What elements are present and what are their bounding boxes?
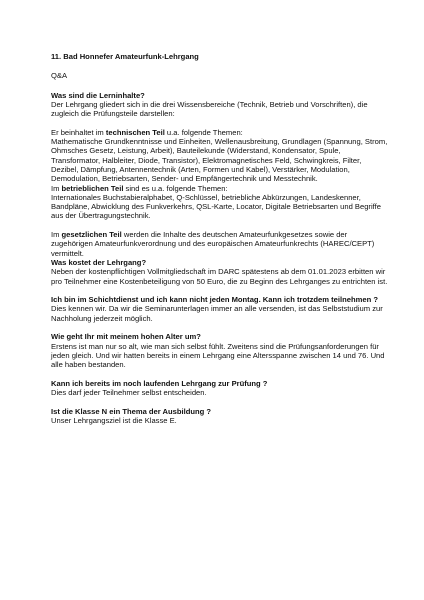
answer-text: Dies kennen wir. Da wir die Seminarunterlagen immer an alle versenden, ist das Selbststudium zur Nachholung jederzeit möglich. bbox=[51, 304, 383, 323]
question-heading: Was sind die Lerninhalte? bbox=[51, 90, 145, 100]
document-title: 11. Bad Honnefer Amateurfunk-Lehrgang bbox=[51, 52, 199, 61]
document-subtitle: Q&A bbox=[51, 71, 68, 81]
section-betrieb bbox=[51, 184, 390, 221]
technik-intro bbox=[51, 128, 390, 137]
betrieb-intro-pre: Im bbox=[51, 183, 62, 193]
betrieb-intro bbox=[51, 184, 390, 193]
gesetz-paragraph bbox=[51, 230, 390, 258]
gesetz-text: werden die Inhalte des deutschen Amateurfunkgesetzes sowie der zugehörigen Amateurfunkverordnung und des europäischen Amateurfunkrechts (HAREC/CEPT) vermittelt. bbox=[51, 230, 375, 258]
question-heading: Ich bin im Schichtdienst und ich kann nicht jeden Montag. Kann ich trotzdem teilnehmen ? bbox=[51, 295, 378, 305]
faq-pruefung bbox=[51, 379, 390, 398]
section-lerninhalte bbox=[51, 91, 390, 119]
technik-intro-pre: Er beinhaltet im bbox=[51, 127, 106, 137]
gesetz-intro-bold: gesetzlichen Teil bbox=[61, 230, 122, 240]
question-heading: Kann ich bereits im noch laufenden Lehrgang zur Prüfung ? bbox=[51, 378, 268, 388]
question-heading: Was kostet der Lehrgang? bbox=[51, 257, 147, 267]
answer-text: Neben der kostenpflichtigen Vollmitgliedschaft im DARC spätestens ab dem 01.01.2023 erbitten wir pro Teilnehmer eine Kostenbeteiligung von 50 Euro, die zu Beginn des Lehrganges zu entrichten ist. bbox=[51, 267, 388, 286]
betrieb-topics: Internationales Buchstabieralphabet, Q-Schlüssel, betriebliche Abkürzungen, Landeskenner, Bandpläne, Abwicklung des Funkverkehrs, QSL-Karte, Locator, Digitale Betriebsarten und Begriffe aus der Übertragungstechnik. bbox=[51, 192, 381, 221]
answer-text: Dies darf jeder Teilnehmer selbst entscheiden. bbox=[51, 388, 207, 398]
faq-alter bbox=[51, 332, 390, 369]
question-heading: Wie geht Ihr mit meinem hohen Alter um? bbox=[51, 332, 201, 342]
faq-kosten bbox=[51, 258, 390, 286]
gesetz-intro-pre: Im bbox=[51, 230, 62, 240]
faq-schichtdienst bbox=[51, 295, 390, 323]
betrieb-intro-post: sind es u.a. folgende Themen: bbox=[123, 183, 228, 193]
answer-text: Erstens ist man nur so alt, wie man sich selbst fühlt. Zweitens sind die Prüfungsanforderungen für jeden gleich. Und wir hatten bereits in einem Lehrgang eine Altersspanne zwischen 14 und 76. Und alle haben bestanden. bbox=[51, 341, 385, 370]
question-heading: Ist die Klasse N ein Thema der Ausbildung ? bbox=[51, 406, 212, 416]
technik-topics: Mathematische Grundkenntnisse und Einheiten, Wellenausbreitung, Grundlagen (Spannung, Strom, Ohmsches Gesetz, Leistung, Arbeit), Bauteilekunde (Widerstand, Kondensator, Spule, Transformator, Halbleiter, Diode, Transistor), Elektromagnetisches Feld, Schwingkreis, Filter, Dezibel, Dämpfung, Antennentechnik (Arten, Formen und Kabel), Verstärker, Modulation, Demodulation, Betriebsarten, Sender- und Empfängertechnik und Messtechnik. bbox=[51, 137, 388, 184]
answer-text: Unser Lehrgangsziel ist die Klasse E. bbox=[51, 415, 177, 425]
technik-intro-bold: technischen Teil bbox=[105, 127, 165, 137]
betrieb-intro-bold: betrieblichen Teil bbox=[61, 183, 124, 193]
faq-klasse-n bbox=[51, 407, 390, 426]
answer-text: Der Lehrgang gliedert sich in die drei Wissensbereiche (Technik, Betrieb und Vorschriften), die zugleich die Prüfungsteile darstellen: bbox=[51, 99, 368, 119]
technik-intro-post: u.a. folgende Themen: bbox=[164, 127, 243, 137]
